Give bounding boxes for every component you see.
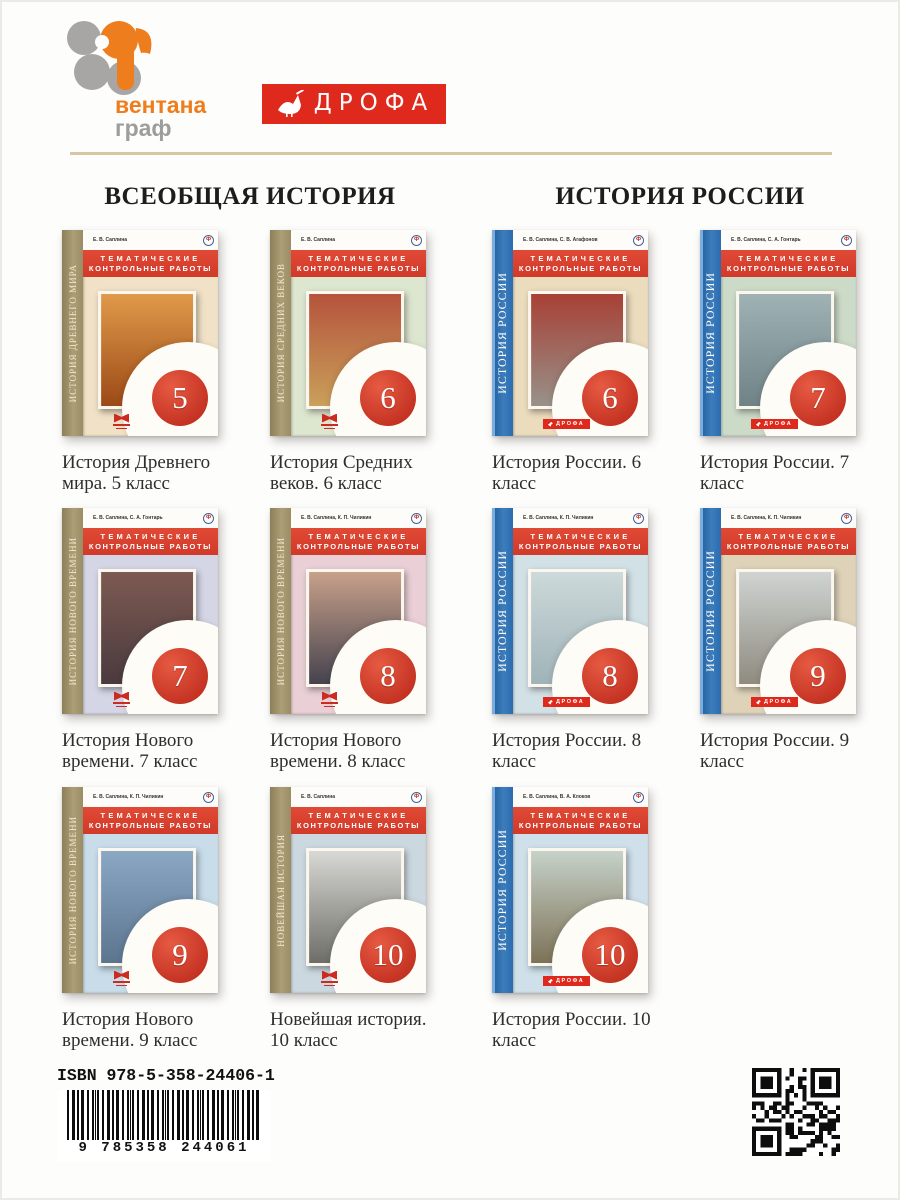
cover-art-zone	[291, 555, 426, 714]
book-caption: История Нового времени. 8 класс	[270, 730, 406, 773]
grade-number: 8	[582, 648, 638, 704]
spine-title: ИСТОРИЯ РОССИИ	[703, 550, 717, 672]
series-line-1: ТЕМАТИЧЕСКИЕ	[100, 811, 201, 820]
ventana-graf-mini-logo-icon	[113, 692, 130, 708]
series-banner	[83, 807, 218, 834]
series-banner	[83, 250, 218, 277]
cover-art-zone	[721, 277, 856, 436]
book-spine	[700, 508, 721, 714]
book-cover-russia-7	[700, 230, 856, 436]
grade-number: 7	[790, 370, 846, 426]
spine-title: ИСТОРИЯ РОССИИ	[703, 272, 717, 394]
series-line-1: ТЕМАТИЧЕСКИЕ	[100, 532, 201, 541]
qr-code-icon	[752, 1068, 840, 1156]
book-spine	[270, 787, 291, 993]
drofa-wordmark: ДРОФА	[313, 90, 435, 116]
series-banner	[513, 528, 648, 555]
cover-art-zone	[83, 555, 218, 714]
series-banner	[291, 250, 426, 277]
ventana-text: вентана	[115, 92, 207, 118]
grade-number: 6	[582, 370, 638, 426]
cover-top-strip	[291, 230, 426, 250]
fgos-badge-icon: Ф	[203, 513, 214, 524]
book-cover-general-10	[270, 787, 426, 993]
series-banner	[291, 807, 426, 834]
cover-art-zone	[721, 555, 856, 714]
series-line-2: КОНТРОЛЬНЫЕ РАБОТЫ	[88, 821, 213, 830]
series-line-1: ТЕМАТИЧЕСКИЕ	[530, 254, 631, 263]
fgos-badge-icon: Ф	[203, 235, 214, 246]
grade-number: 8	[360, 648, 416, 704]
barcode-digits: 9 785358 244061	[57, 1140, 271, 1156]
series-line-2: КОНТРОЛЬНЫЕ РАБОТЫ	[296, 821, 421, 830]
book-cover-general-9	[62, 787, 218, 993]
book-cover-general-6	[270, 230, 426, 436]
book-caption: История Нового времени. 7 класс	[62, 730, 198, 773]
book-authors: Е. В. Саплина, К. П. Чиликин	[301, 515, 372, 521]
book-caption: История России. 6 класс	[492, 452, 642, 495]
grade-number: 9	[152, 927, 208, 983]
book-authors: Е. В. Саплина, К. П. Чиликин	[731, 515, 802, 521]
cover-top-strip	[83, 787, 218, 807]
book-spine	[270, 508, 291, 714]
bird-icon	[548, 422, 553, 427]
series-line-2: КОНТРОЛЬНЫЕ РАБОТЫ	[88, 542, 213, 551]
book-cover-russia-6	[492, 230, 648, 436]
book-cover-general-5	[62, 230, 218, 436]
cover-top-strip	[291, 508, 426, 528]
cover-art-zone	[83, 277, 218, 436]
barcode-bars	[67, 1090, 261, 1142]
ventana-graf-mini-logo-icon	[113, 971, 130, 987]
cover-art-zone	[513, 555, 648, 714]
book-cover-russia-10	[492, 787, 648, 993]
book-spine	[62, 508, 83, 714]
series-line-1: ТЕМАТИЧЕСКИЕ	[308, 811, 409, 820]
series-line-1: ТЕМАТИЧЕСКИЕ	[530, 811, 631, 820]
series-line-2: КОНТРОЛЬНЫЕ РАБОТЫ	[726, 264, 851, 273]
series-line-1: ТЕМАТИЧЕСКИЕ	[100, 254, 201, 263]
ventana-graf-mini-logo-icon	[321, 414, 338, 430]
fgos-badge-icon: Ф	[411, 235, 422, 246]
series-banner	[513, 807, 648, 834]
drofa-mini-logo-icon: ДРОФА	[751, 697, 798, 707]
series-line-2: КОНТРОЛЬНЫЕ РАБОТЫ	[518, 264, 643, 273]
cover-top-strip	[291, 787, 426, 807]
cover-art-zone	[291, 277, 426, 436]
book-cover-general-8	[270, 508, 426, 714]
drofa-mini-logo-icon: ДРОФА	[543, 697, 590, 707]
book-cover-russia-8	[492, 508, 648, 714]
cover-top-strip	[513, 508, 648, 528]
book-caption: История России. 10 класс	[492, 1009, 651, 1052]
drofa-mini-logo-icon: ДРОФА	[543, 419, 590, 429]
spine-title: ИСТОРИЯ НОВОГО ВРЕМЕНИ	[275, 536, 286, 686]
book-spine	[700, 230, 721, 436]
series-line-2: КОНТРОЛЬНЫЕ РАБОТЫ	[88, 264, 213, 273]
cover-art-zone	[291, 834, 426, 993]
book-spine	[62, 787, 83, 993]
book-caption: История Нового времени. 9 класс	[62, 1009, 198, 1052]
spine-title: ИСТОРИЯ РОССИИ	[495, 550, 509, 672]
book-spine	[492, 787, 513, 993]
series-banner	[721, 528, 856, 555]
section-title-world-history: ВСЕОБЩАЯ ИСТОРИЯ	[104, 183, 396, 210]
drofa-mini-logo-icon: ДРОФА	[751, 419, 798, 429]
ventana-graf-mini-logo-icon	[113, 414, 130, 430]
spine-title: ИСТОРИЯ НОВОГО ВРЕМЕНИ	[67, 536, 78, 686]
series-line-2: КОНТРОЛЬНЫЕ РАБОТЫ	[296, 264, 421, 273]
cover-art-zone	[513, 277, 648, 436]
book-cover-russia-9	[700, 508, 856, 714]
series-banner	[83, 528, 218, 555]
series-line-1: ТЕМАТИЧЕСКИЕ	[308, 254, 409, 263]
cover-top-strip	[83, 508, 218, 528]
ventana-graf-mini-logo-icon	[321, 971, 338, 987]
book-authors: Е. В. Саплина	[301, 237, 336, 243]
series-line-2: КОНТРОЛЬНЫЕ РАБОТЫ	[296, 542, 421, 551]
book-caption: История России. 9 класс	[700, 730, 850, 773]
fgos-badge-icon: Ф	[841, 235, 852, 246]
series-banner	[291, 528, 426, 555]
barcode	[57, 1090, 271, 1162]
spine-title: ИСТОРИЯ РОССИИ	[495, 272, 509, 394]
cover-art-zone	[83, 834, 218, 993]
bird-icon	[756, 700, 761, 705]
section-title-russia-history: ИСТОРИЯ РОССИИ	[555, 183, 805, 210]
series-line-1: ТЕМАТИЧЕСКИЕ	[308, 532, 409, 541]
book-authors: Е. В. Саплина, С. А. Гонтарь	[93, 515, 163, 521]
spine-title: ИСТОРИЯ НОВОГО ВРЕМЕНИ	[67, 815, 78, 965]
spine-title: ИСТОРИЯ РОССИИ	[495, 829, 509, 951]
graf-text: граф	[115, 115, 172, 141]
series-banner	[721, 250, 856, 277]
cover-top-strip	[83, 230, 218, 250]
fgos-badge-icon: Ф	[411, 513, 422, 524]
series-line-1: ТЕМАТИЧЕСКИЕ	[530, 532, 631, 541]
fgos-badge-icon: Ф	[633, 792, 644, 803]
grade-number: 9	[790, 648, 846, 704]
series-banner	[513, 250, 648, 277]
book-authors: Е. В. Саплина, К. П. Чиликин	[523, 515, 594, 521]
fgos-badge-icon: Ф	[411, 792, 422, 803]
drofa-mini-logo-icon: ДРОФА	[543, 976, 590, 986]
fgos-badge-icon: Ф	[633, 513, 644, 524]
book-spine	[492, 508, 513, 714]
grade-number: 5	[152, 370, 208, 426]
series-line-2: КОНТРОЛЬНЫЕ РАБОТЫ	[726, 542, 851, 551]
book-authors: Е. В. Саплина, С. В. Агафонов	[523, 237, 598, 243]
book-spine	[270, 230, 291, 436]
grade-number: 10	[360, 927, 416, 983]
series-line-1: ТЕМАТИЧЕСКИЕ	[738, 254, 839, 263]
book-authors: Е. В. Саплина	[301, 794, 336, 800]
ventana-graf-mini-logo-icon	[321, 692, 338, 708]
cover-art-zone	[513, 834, 648, 993]
book-caption: История Древнего мира. 5 класс	[62, 452, 211, 495]
book-authors: Е. В. Саплина	[93, 237, 128, 243]
bird-icon	[756, 422, 761, 427]
grade-number: 6	[360, 370, 416, 426]
book-authors: Е. В. Саплина, К. П. Чиликин	[93, 794, 164, 800]
cover-top-strip	[721, 508, 856, 528]
isbn-text: ISBN 978-5-358-24406-1	[57, 1066, 275, 1085]
book-caption: Новейшая история. 10 класс	[270, 1009, 427, 1052]
book-caption: История России. 7 класс	[700, 452, 850, 495]
spine-title: НОВЕЙШАЯ ИСТОРИЯ	[275, 833, 286, 947]
series-line-1: ТЕМАТИЧЕСКИЕ	[738, 532, 839, 541]
book-cover-general-7	[62, 508, 218, 714]
book-authors: Е. В. Саплина, С. А. Гонтарь	[731, 237, 801, 243]
book-caption: История России. 8 класс	[492, 730, 642, 773]
grade-number: 10	[582, 927, 638, 983]
fgos-badge-icon: Ф	[203, 792, 214, 803]
cover-top-strip	[513, 230, 648, 250]
book-spine	[62, 230, 83, 436]
spine-title: ИСТОРИЯ СРЕДНИХ ВЕКОВ	[275, 263, 286, 403]
book-spine	[492, 230, 513, 436]
spine-title: ИСТОРИЯ ДРЕВНЕГО МИРА	[67, 263, 78, 403]
cover-top-strip	[513, 787, 648, 807]
series-line-2: КОНТРОЛЬНЫЕ РАБОТЫ	[518, 821, 643, 830]
book-caption: История Средних веков. 6 класс	[270, 452, 413, 495]
fgos-badge-icon: Ф	[841, 513, 852, 524]
grade-number: 7	[152, 648, 208, 704]
fgos-badge-icon: Ф	[633, 235, 644, 246]
bird-icon	[548, 700, 553, 705]
bird-icon	[548, 979, 553, 984]
cover-top-strip	[721, 230, 856, 250]
book-authors: Е. В. Саплина, В. А. Клоков	[523, 794, 591, 800]
series-line-2: КОНТРОЛЬНЫЕ РАБОТЫ	[518, 542, 643, 551]
